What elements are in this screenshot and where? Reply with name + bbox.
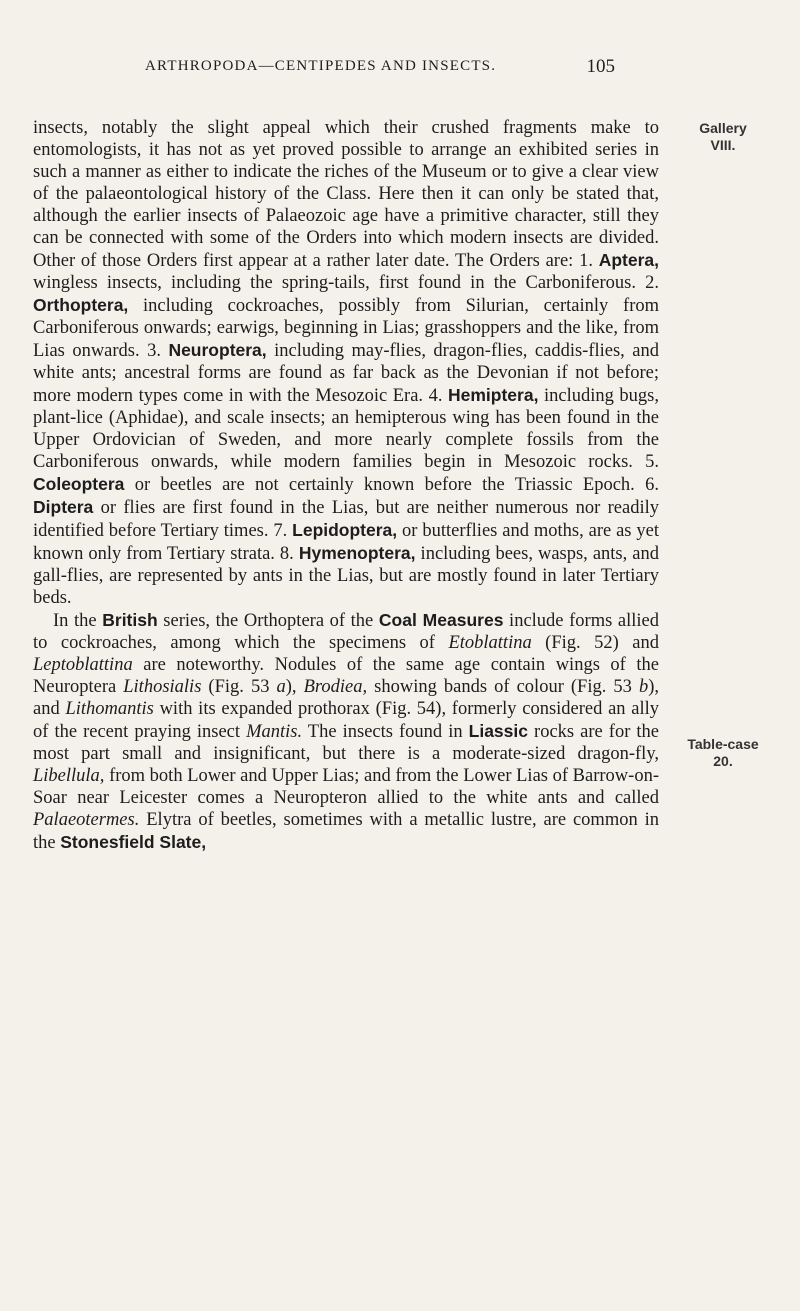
genus-name: Leptoblattina [33,655,133,675]
genus-name: Mantis. [246,722,303,742]
text-span: ), [285,677,304,697]
order-name-neuroptera: Neuroptera, [168,340,267,360]
text-span: (Fig. 52) and [531,633,659,653]
text-span: including may-flies, dragon-flies, caddis-flies, and white ants; ancestral forms are found as far back as the Devonian if not before; more modern types come in with the Mesozoic Era. 4. [33,341,659,406]
text-span: from both Lower and Upper Lias; and from the Lower Lias of Barrow-on-Soar near Leicester comes a Neuropteron allied to the white ants and called [33,766,659,808]
figure-letter: a [276,677,286,697]
text-span: ), and [33,677,659,719]
text-span: wingless insects, including the spring-tails, first found in the Carboniferous. 2. [33,273,659,293]
page-number: 105 [586,56,615,77]
text-span: Elytra of beetles, sometimes with a metallic lustre, are common in the [33,810,659,853]
text-span: or butterflies and moths, are as yet known only from Tertiary strata. 8. [33,521,659,564]
genus-name: Lithosialis [123,677,202,697]
margin-note-gallery [668,120,778,154]
order-name-diptera: Diptera [33,497,94,517]
margin-note-line: VIII. [710,137,736,153]
text-span: In the [53,611,103,631]
bold-term: British [102,610,158,630]
text-span: rocks are for the most part small and insignificant, but there is a moderate-sized dragon-fly, [33,722,659,764]
order-name-hymenoptera: Hymenoptera, [298,543,416,563]
text-span: The insects found in [302,722,469,742]
order-name-orthoptera: Orthoptera, [33,295,129,315]
text-span: insects, notably the slight appeal which their crushed fragments make to entomologists, it has not as yet proved possible to arrange an exhibited series in such a manner as either to indicate the riches of the Museum or to give a clear view of the palaeontological history of the Class. Here then it can only be stated that, although the earlier insects of Palaeozoic age have a primitive character, still they can be connected with some of the Orders into which modern insects are divided. Other of those Orders first appear at a rather later date. The Orders are: 1. [33,118,659,271]
genus-name: Etoblattina [448,633,532,653]
margin-note-table-case [668,736,778,770]
order-name-lepidoptera: Lepidoptera, [292,520,398,540]
running-title: ARTHROPODA—CENTIPEDES AND INSECTS. [145,58,497,74]
bold-term: Stonesfield Slate, [60,832,207,852]
margin-note-line: Gallery [699,120,747,136]
text-span: showing bands of colour (Fig. 53 [367,677,639,697]
order-name-aptera: Aptera, [598,250,659,270]
genus-name: Palaeotermes. [33,810,140,830]
figure-letter: b [638,677,649,697]
genus-name: Libellula, [33,766,105,786]
paragraph-insect-orders [33,117,659,609]
bold-term: Liassic [468,721,528,741]
text-span: or beetles are not certainly known before the Triassic Epoch. 6. [124,475,659,495]
text-span: are noteworthy. Nodules of the same age contain wings of the Neuroptera [33,655,659,697]
text-span: (Fig. 53 [201,677,277,697]
order-name-coleoptera: Coleoptera [33,474,125,494]
bold-term: Coal Measures [378,610,504,630]
genus-name: Brodiea, [303,677,368,697]
text-span: with its expanded prothorax (Fig. 54), formerly considered an ally of the recent praying insect [33,699,660,742]
margin-note-line: Table-case [687,736,759,752]
text-span: or flies are first found in the Lias, but are neither numerous nor readily identified before Tertiary times. 7. [33,498,659,541]
text-span: include forms allied to cockroaches, among which the specimens of [33,611,659,653]
order-name-hemiptera: Hemiptera, [448,385,539,405]
body-text [33,117,659,854]
paragraph-british-series [33,609,659,854]
text-span: including cockroaches, possibly from Silurian, certainly from Carboniferous onwards; earwigs, beginning in Lias; grasshoppers and the like, from Lias onwards. 3. [33,296,659,361]
text-span: including bees, wasps, ants, and gall-flies, are represented by ants in the Lias, but are mostly found in later Tertiary beds. [33,544,659,608]
margin-note-line: 20. [713,753,733,769]
text-span: including bugs, plant-lice (Aphidae), and scale insects; an hemipterous wing has been found in the Upper Ordovician of Sweden, and more nearly complete fossils from the Carboniferous onwards, while modern families begin in Mesozoic rocks. 5. [33,386,659,472]
genus-name: Lithomantis [65,699,154,719]
text-span: series, the Orthoptera of the [157,611,379,631]
